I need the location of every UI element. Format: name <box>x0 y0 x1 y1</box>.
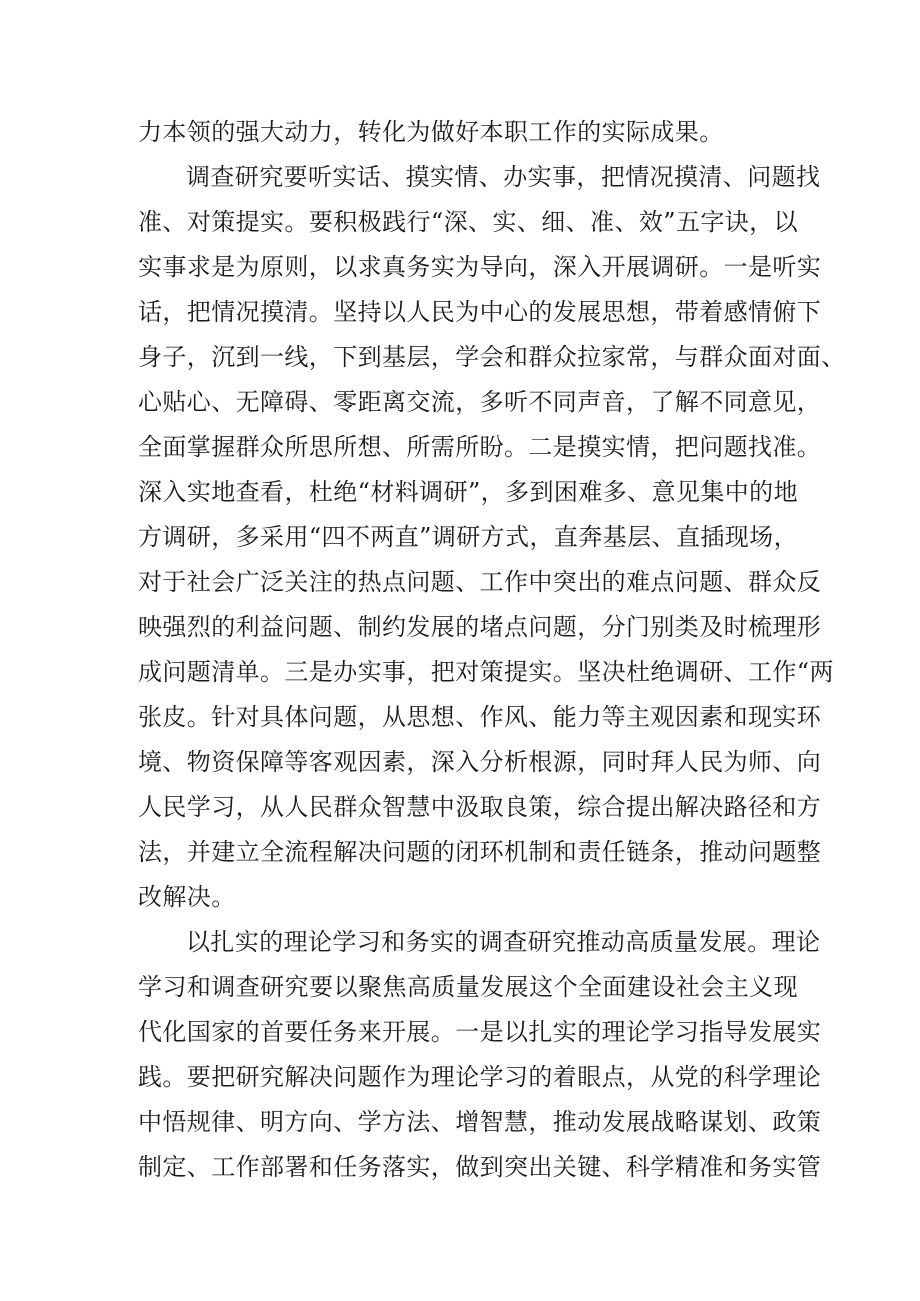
text-line: 制定、工作部署和任务落实，做到突出关键、科学精准和务实管 <box>138 1153 822 1181</box>
text-line: 成问题清单。三是办实事，把对策提实。坚决杜绝调研、工作“两 <box>138 658 834 686</box>
text-line: 践。要把研究解决问题作为理论学习的着眼点，从党的科学理论 <box>138 1063 822 1091</box>
text-line: 心贴心、无障碍、零距离交流，多听不同声音，了解不同意见， <box>138 388 822 416</box>
text-line: 张皮。针对具体问题，从思想、作风、能力等主观因素和现实环 <box>138 703 822 731</box>
text-line: 全面掌握群众所思所想、所需所盼。二是摸实情，把问题找准。 <box>138 433 822 461</box>
text-line: 学习和调查研究要以聚焦高质量发展这个全面建设社会主义现 <box>138 973 798 1001</box>
text-line: 中悟规律、明方向、学方法、增智慧，推动发展战略谋划、政策 <box>138 1108 822 1136</box>
text-line: 代化国家的首要任务来开展。一是以扎实的理论学习指导发展实 <box>138 1018 822 1046</box>
paragraph-first-line: 调查研究要听实话、摸实情、办实事，把情况摸清、问题找 <box>186 163 821 191</box>
text-line: 人民学习，从人民群众智慧中汲取良策，综合提出解决路径和方 <box>138 793 822 821</box>
text-line: 映强烈的利益问题、制约发展的堵点问题，分门别类及时梳理形 <box>138 613 822 641</box>
text-line: 深入实地查看，杜绝“材料调研”，多到困难多、意见集中的地 <box>138 478 798 506</box>
text-line: 法，并建立全流程解决问题的闭环机制和责任链条，推动问题整 <box>138 838 822 866</box>
text-line: 改解决。 <box>138 883 236 911</box>
text-line: 话，把情况摸清。坚持以人民为中心的发展思想，带着感情俯下 <box>138 298 822 326</box>
text-line: 力本领的强大动力，转化为做好本职工作的实际成果。 <box>138 118 724 146</box>
text-line: 准、对策提实。要积极践行“深、实、细、准、效”五字诀，以 <box>138 208 798 236</box>
text-line: 实事求是为原则，以求真务实为导向，深入开展调研。一是听实 <box>138 253 822 281</box>
text-line: 身子，沉到一线，下到基层，学会和群众拉家常，与群众面对面、 <box>138 343 846 371</box>
paragraph-first-line: 以扎实的理论学习和务实的调查研究推动高质量发展。理论 <box>186 928 821 956</box>
text-line: 对于社会广泛关注的热点问题、工作中突出的难点问题、群众反 <box>138 568 822 596</box>
text-line: 方调研，多采用“四不两直”调研方式，直奔基层、直插现场， <box>138 523 798 551</box>
text-line: 境、物资保障等客观因素，深入分析根源，同时拜人民为师、向 <box>138 748 822 776</box>
